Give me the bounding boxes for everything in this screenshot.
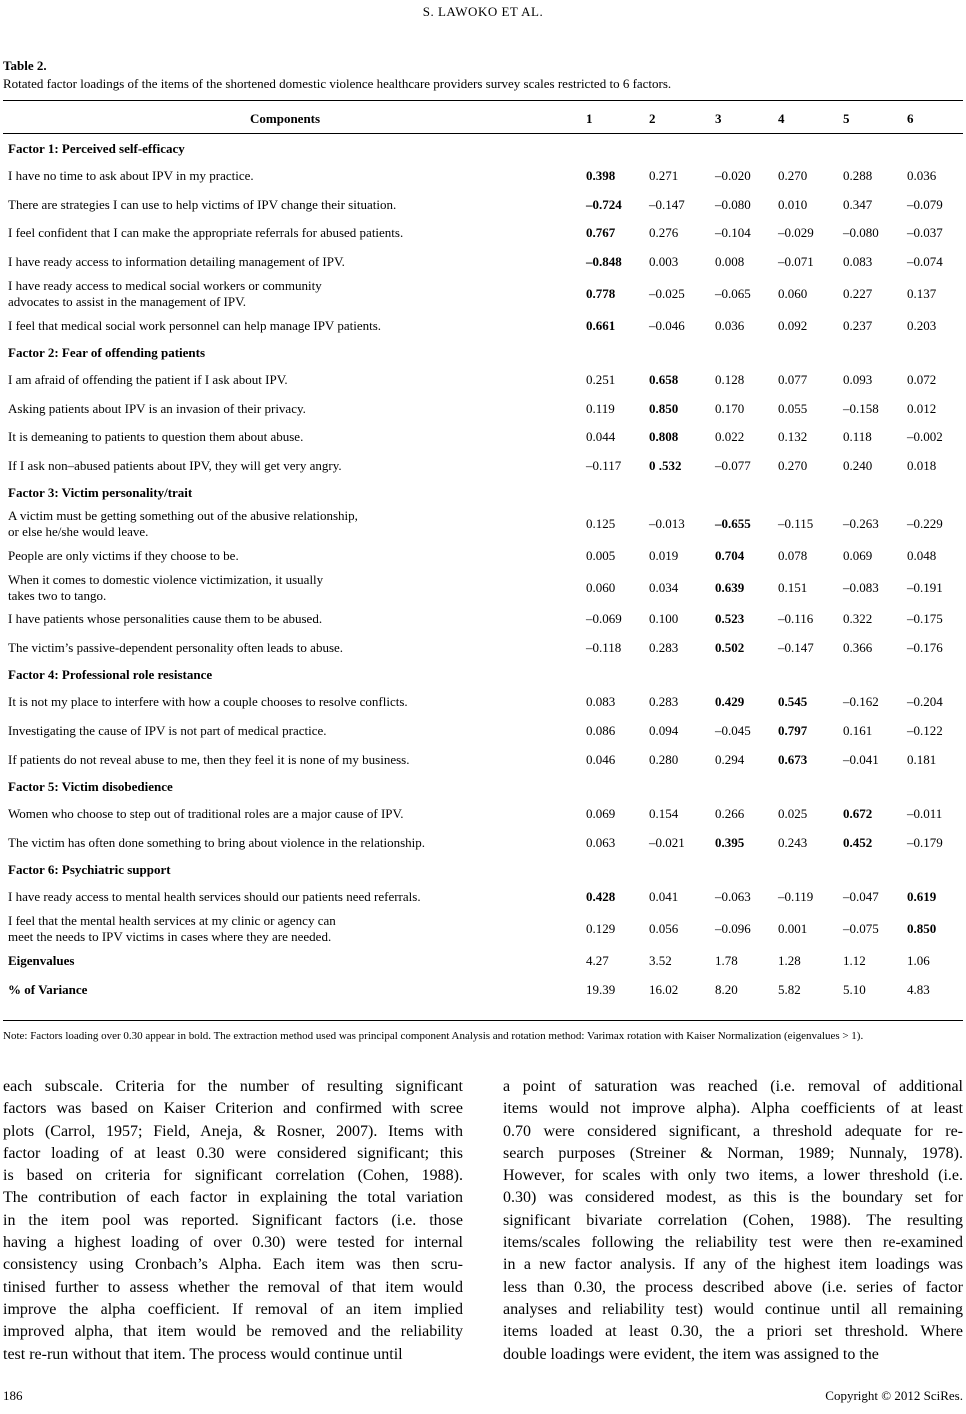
loading-cell-3: –0.065 — [715, 285, 751, 301]
loading-cell-6: 1.06 — [907, 953, 930, 969]
loading-cell-6: 0.018 — [907, 458, 937, 474]
loading-cell-1: 0.119 — [586, 400, 615, 416]
loading-cell-3: 0.294 — [715, 751, 745, 767]
item-text — [8, 572, 578, 604]
table-row — [0, 745, 966, 774]
loading-cell-3: 0.395 — [715, 834, 745, 850]
item-text-line: I have ready access to medical social workers or community — [8, 277, 322, 293]
loading-cell-5: 0.672 — [843, 806, 873, 822]
loading-cell-2: 0.808 — [649, 429, 679, 445]
body-text-line: in a new factor analysis. If any of the highest item loadings was — [503, 1256, 963, 1274]
item-text-line: meet the needs to IPV victims in cases where they are needed. — [8, 929, 332, 945]
loading-cell-3: 8.20 — [715, 981, 738, 997]
loading-cell-4: 0.797 — [778, 723, 808, 739]
loading-cell-2: 0.034 — [649, 579, 679, 595]
loading-cell-3: –0.045 — [715, 723, 751, 739]
loading-cell-6: –0.191 — [907, 579, 943, 595]
item-text-line: A victim must be getting something out of the abusive relationship, — [8, 507, 358, 523]
loading-cell-5: 0.227 — [843, 285, 873, 301]
table-bottom-rule — [3, 1020, 963, 1021]
table-row — [0, 912, 966, 947]
item-text-line: Women who choose to step out of traditional roles are a major cause of IPV. — [8, 806, 404, 822]
item-text — [8, 548, 578, 564]
loading-cell-6: 0.036 — [907, 168, 937, 184]
table-row — [0, 541, 966, 570]
factor-label: Factor 2: Fear of offending patients — [8, 345, 206, 360]
body-text-line: consistency using Cronbach’s Alpha. Each item was then scru- — [3, 1256, 463, 1274]
loading-cell-2: 0 .532 — [649, 458, 682, 474]
factor-heading-row — [0, 662, 966, 688]
summary-row — [0, 947, 966, 976]
factor-label: Factor 6: Psychiatric support — [8, 862, 171, 878]
loading-cell-6: –0.002 — [907, 429, 943, 445]
loading-cell-1: –0.117 — [586, 458, 622, 474]
body-text-line: search purposes (Streiner & Norman, 1989; Nunnaly, 1978). — [503, 1144, 963, 1162]
column-header-1: 1 — [586, 111, 593, 126]
body-text-right-column — [503, 1076, 963, 1366]
loading-cell-6: –0.175 — [907, 611, 943, 627]
loading-cell-5: –0.041 — [843, 751, 879, 767]
loading-cell-2: 0.003 — [649, 254, 679, 270]
loading-cell-3: 0.429 — [715, 694, 745, 710]
item-text-line: The victim has often done something to bring about violence in the relationship. — [8, 834, 425, 850]
column-header-5: 5 — [843, 111, 850, 126]
loading-cell-5: 0.347 — [843, 196, 873, 212]
factor-heading-row — [0, 480, 966, 506]
loading-cell-1: 4.27 — [586, 953, 609, 969]
item-text — [8, 694, 578, 710]
loading-cell-4: 0.001 — [778, 921, 808, 937]
loading-cell-5: 0.069 — [843, 547, 873, 563]
item-text-line: The victim’s passive-dependent personality often leads to abuse. — [8, 639, 344, 655]
loading-cell-4: –0.119 — [778, 889, 814, 905]
loading-cell-6: 0.012 — [907, 400, 937, 416]
loading-cell-3: 0.502 — [715, 639, 745, 655]
loading-cell-1: 0.083 — [586, 694, 616, 710]
loading-cell-2: –0.046 — [649, 317, 685, 333]
loading-cell-6: –0.179 — [907, 834, 943, 850]
loading-cell-3: 0.639 — [715, 579, 745, 595]
loading-cell-2: 0.280 — [649, 751, 679, 767]
loading-cell-5: 0.118 — [843, 429, 872, 445]
item-text — [8, 640, 578, 656]
loading-cell-6: –0.229 — [907, 515, 943, 531]
loading-cell-3: –0.020 — [715, 168, 751, 184]
body-text-line: items/scales following the reliability test were then re-examined — [503, 1234, 963, 1252]
table-row — [0, 883, 966, 912]
loading-cell-4: 0.545 — [778, 694, 808, 710]
factor-label: Factor 5: Victim disobedience — [8, 779, 173, 794]
loading-cell-4: 0.673 — [778, 751, 808, 767]
loading-cell-2: –0.147 — [649, 196, 685, 212]
item-text-line: People are only victims if they choose to be. — [8, 547, 239, 563]
loading-cell-4: 0.132 — [778, 429, 808, 445]
loading-cell-2: 16.02 — [649, 981, 679, 997]
loading-cell-4: –0.116 — [778, 611, 814, 627]
loading-cell-6: 4.83 — [907, 981, 930, 997]
loading-cell-1: 0.129 — [586, 921, 616, 937]
table-row — [0, 423, 966, 452]
table-row — [0, 717, 966, 746]
item-text — [8, 429, 578, 445]
loading-cell-1: 0.778 — [586, 285, 616, 301]
item-text-line: Asking patients about IPV is an invasion of their privacy. — [8, 400, 306, 416]
loading-cell-6: 0.072 — [907, 372, 937, 388]
loading-cell-1: 0.398 — [586, 168, 616, 184]
loading-cell-3: 0.128 — [715, 372, 745, 388]
loading-cell-4: 0.270 — [778, 168, 808, 184]
loading-cell-6: 0.048 — [907, 547, 937, 563]
body-text-line: less than 0.30, the process described above (i.e. series of factor — [503, 1278, 963, 1296]
loading-cell-3: 0.008 — [715, 254, 745, 270]
column-header-6: 6 — [907, 111, 914, 126]
table-row — [0, 605, 966, 634]
item-text-line: I feel that the mental health services at my clinic or agency can — [8, 913, 336, 929]
loading-cell-4: 0.270 — [778, 458, 808, 474]
factor-heading-row — [0, 857, 966, 883]
loading-cell-4: 0.025 — [778, 806, 808, 822]
loading-cell-6: –0.074 — [907, 254, 943, 270]
loading-cell-5: –0.263 — [843, 515, 879, 531]
loading-cell-1: 0.125 — [586, 515, 616, 531]
column-header-4: 4 — [778, 111, 785, 126]
loading-cell-2: 0.100 — [649, 611, 679, 627]
loading-cell-5: 1.12 — [843, 953, 866, 969]
table-row — [0, 506, 966, 541]
loading-cell-5: 0.288 — [843, 168, 873, 184]
body-text-line: test re-run without that item. The process would continue until — [3, 1345, 403, 1363]
body-text-line: double loadings were evident, the item was assigned to the — [503, 1345, 879, 1363]
loading-cell-2: 0.850 — [649, 400, 679, 416]
loading-cell-6: –0.122 — [907, 723, 943, 739]
loading-cell-4: 0.077 — [778, 372, 808, 388]
item-text-line: I have ready access to mental health services should our patients need referrals. — [8, 889, 421, 905]
components-header: Components — [250, 111, 321, 126]
item-text-line: It is demeaning to patients to question them about abuse. — [8, 429, 304, 445]
table-row — [0, 191, 966, 220]
loading-cell-4: –0.147 — [778, 639, 814, 655]
table-row — [0, 248, 966, 277]
loading-cell-1: 0.060 — [586, 579, 616, 595]
body-text-line: plots (Carrol, 1957; Field, Aneja, & Rosner, 2007). Items with — [3, 1122, 463, 1140]
factor-heading-row — [0, 774, 966, 800]
item-text-line: takes two to tango. — [8, 587, 107, 603]
body-text-line: factors was based on Kaiser Criterion and confirmed with scree — [3, 1100, 463, 1118]
table-caption — [3, 57, 671, 93]
loading-cell-3: –0.096 — [715, 921, 751, 937]
item-text — [8, 254, 578, 270]
table-row — [0, 452, 966, 481]
body-text-line: having a highest loading of over 0.30) were tested for internal — [3, 1234, 463, 1252]
item-text-line: I am afraid of offending the patient if I ask about IPV. — [8, 372, 288, 388]
loading-cell-4: 0.092 — [778, 317, 808, 333]
body-text-line: analyses and reliability test) would continue until all remaining — [503, 1300, 963, 1318]
loading-cell-4: 0.078 — [778, 547, 808, 563]
running-head: S. LAWOKO ET AL. — [422, 4, 544, 19]
item-text-line: or else he/she would leave. — [8, 523, 149, 539]
table-row — [0, 800, 966, 829]
loading-cell-2: 0.154 — [649, 806, 679, 822]
loading-cell-3: 0.022 — [715, 429, 745, 445]
item-text — [8, 401, 578, 417]
body-text-line: However, for scales with only two items, a lower threshold (i.e. — [503, 1167, 963, 1185]
loading-cell-2: 0.658 — [649, 372, 679, 388]
loading-cell-4: –0.071 — [778, 254, 814, 270]
table-row — [0, 219, 966, 248]
item-text — [8, 168, 578, 184]
body-text-line: in the item pool was reported. Significant factors (i.e. those — [3, 1211, 463, 1229]
table-row — [0, 570, 966, 605]
loading-cell-4: 1.28 — [778, 953, 801, 969]
table-caption-text: Rotated factor loadings of the items of the shortened domestic violence healthcare providers survey scales restricted to 6 factors. — [3, 76, 672, 91]
loading-cell-3: –0.104 — [715, 225, 751, 241]
loading-cell-5: 5.10 — [843, 981, 866, 997]
loading-cell-2: –0.021 — [649, 834, 685, 850]
loading-cell-1: –0.848 — [586, 254, 622, 270]
loading-cell-5: 0.237 — [843, 317, 873, 333]
loading-cell-1: 0.046 — [586, 751, 616, 767]
table-label: Table 2. — [3, 58, 47, 73]
factor-heading-row — [0, 136, 966, 162]
loading-cell-3: 0.266 — [715, 806, 745, 822]
item-text — [8, 197, 578, 213]
page-number: 186 — [3, 1388, 23, 1403]
loading-cell-2: 0.041 — [649, 889, 679, 905]
loading-cell-2: 0.094 — [649, 723, 679, 739]
loading-cell-6: 0.850 — [907, 921, 937, 937]
body-text-line: improved alpha, that item would be removed and the reliability — [3, 1323, 463, 1341]
loading-cell-2: 0.056 — [649, 921, 679, 937]
item-text — [8, 278, 578, 310]
loading-cell-3: –0.063 — [715, 889, 751, 905]
loading-cell-3: 0.704 — [715, 547, 745, 563]
summary-label: % of Variance — [8, 981, 88, 997]
item-text — [8, 723, 578, 739]
loading-cell-5: 0.161 — [843, 723, 873, 739]
loading-cell-2: –0.025 — [649, 285, 685, 301]
loading-cell-1: 0.044 — [586, 429, 616, 445]
loading-cell-6: 0.181 — [907, 751, 937, 767]
column-header-2: 2 — [649, 111, 656, 126]
loading-cell-5: 0.083 — [843, 254, 873, 270]
item-text-line: If I ask non–abused patients about IPV, they will get very angry. — [8, 458, 342, 474]
table-row — [0, 366, 966, 395]
loading-cell-6: –0.037 — [907, 225, 943, 241]
item-text — [8, 458, 578, 474]
loading-cell-1: 0.251 — [586, 372, 616, 388]
loading-cell-6: –0.204 — [907, 694, 943, 710]
table-header — [0, 108, 966, 130]
loading-cell-5: –0.047 — [843, 889, 879, 905]
loading-cell-4: 0.010 — [778, 196, 808, 212]
table-row — [0, 276, 966, 311]
loading-cell-3: 0.036 — [715, 317, 745, 333]
loading-cell-4: 0.243 — [778, 834, 808, 850]
body-text-left-column — [3, 1076, 463, 1366]
body-text-line: tinised further to assess whether the removal of that item would — [3, 1278, 463, 1296]
loading-cell-5: –0.083 — [843, 579, 879, 595]
body-text-line: each subscale. Criteria for the number of resulting significant — [3, 1078, 463, 1095]
loading-cell-1: 19.39 — [586, 981, 616, 997]
loading-cell-1: –0.069 — [586, 611, 622, 627]
item-text — [8, 508, 578, 540]
summary-label: Eigenvalues — [8, 953, 75, 969]
factor-heading-row — [0, 340, 966, 366]
item-text — [8, 372, 578, 388]
loading-cell-2: 0.019 — [649, 547, 679, 563]
item-text — [8, 752, 578, 768]
loading-cell-6: 0.619 — [907, 889, 937, 905]
item-text — [8, 889, 578, 905]
item-text — [8, 835, 578, 851]
item-text-line: It is not my place to interfere with how a couple chooses to resolve conflicts. — [8, 694, 408, 710]
loading-cell-4: 0.055 — [778, 400, 808, 416]
body-text-line: factor loading of at least 0.30 were considered significant; this — [3, 1144, 463, 1162]
loading-cell-3: 1.78 — [715, 953, 738, 969]
loading-cell-3: –0.080 — [715, 196, 751, 212]
loading-cell-5: 0.093 — [843, 372, 873, 388]
loading-cell-2: 0.283 — [649, 639, 679, 655]
loading-cell-2: 0.283 — [649, 694, 679, 710]
item-text — [8, 913, 578, 945]
loading-cell-4: 0.060 — [778, 285, 808, 301]
loading-cell-3: 0.523 — [715, 611, 745, 627]
loading-cell-6: –0.079 — [907, 196, 943, 212]
body-text-line: 0.70 were considered significant, a threshold adequate for re- — [503, 1122, 963, 1140]
loading-cell-5: 0.452 — [843, 834, 873, 850]
item-text-line: There are strategies I can use to help victims of IPV change their situation. — [8, 196, 397, 212]
loading-cell-1: –0.724 — [586, 196, 622, 212]
item-text — [8, 611, 578, 627]
table-row — [0, 829, 966, 858]
loading-cell-1: 0.005 — [586, 547, 616, 563]
body-text-line: 0.30) was considered modest, as this is the boundary set for — [503, 1189, 963, 1207]
item-text-line: When it comes to domestic violence victimization, it usually — [8, 571, 324, 587]
body-text-line: significant bivariate correlation (Cohen, 1988). The resulting — [503, 1211, 963, 1229]
body-text-line: improve the alpha coefficient. If removal of an item implied — [3, 1300, 463, 1318]
item-text-line: Investigating the cause of IPV is not part of medical practice. — [8, 723, 327, 739]
loading-cell-1: 0.086 — [586, 723, 616, 739]
loading-cell-5: –0.158 — [843, 400, 879, 416]
item-text-line: I feel confident that I can make the appropriate referrals for abused patients. — [8, 225, 404, 241]
loading-cell-1: 0.063 — [586, 834, 616, 850]
item-text — [8, 318, 578, 334]
item-text-line: advocates to assist in the management of IPV. — [8, 293, 247, 309]
factor-label: Factor 3: Victim personality/trait — [8, 485, 193, 501]
loading-cell-4: 5.82 — [778, 981, 801, 997]
loading-cell-4: –0.029 — [778, 225, 814, 241]
table-header-rule — [3, 133, 963, 134]
table-note: Note: Factors loading over 0.30 appear in bold. The extraction method used was principal component Analysis and rotation method: Varimax rotation with Kaiser Normalization (eigenvalues > 1). — [3, 1030, 864, 1042]
loading-cell-5: –0.162 — [843, 694, 879, 710]
item-text — [8, 806, 578, 822]
loading-cell-6: 0.203 — [907, 317, 937, 333]
loading-cell-1: 0.069 — [586, 806, 616, 822]
loading-cell-5: 0.322 — [843, 611, 873, 627]
table-row — [0, 395, 966, 424]
loading-cell-4: –0.115 — [778, 515, 814, 531]
item-text-line: If patients do not reveal abuse to me, then they feel it is none of my business. — [8, 751, 410, 767]
body-text-line: a point of saturation was reached (i.e. removal of additional — [503, 1078, 963, 1095]
loading-cell-5: –0.080 — [843, 225, 879, 241]
column-header-3: 3 — [715, 111, 722, 126]
loading-cell-1: –0.118 — [586, 639, 622, 655]
loading-cell-2: 0.271 — [649, 168, 679, 184]
item-text — [8, 225, 578, 241]
body-text-line: items loaded at least 0.30, the a priori set threshold. Where — [503, 1323, 963, 1341]
factor-label: Factor 4: Professional role resistance — [8, 667, 213, 683]
loading-cell-6: –0.011 — [907, 806, 943, 822]
loading-cell-5: –0.075 — [843, 921, 879, 937]
loading-cell-1: 0.661 — [586, 317, 616, 333]
item-text-line: I have patients whose personalities cause them to be abused. — [8, 611, 323, 627]
table-row — [0, 162, 966, 191]
item-text-line: I feel that medical social work personnel can help manage IPV patients. — [8, 317, 382, 333]
loading-cell-6: 0.137 — [907, 285, 937, 301]
summary-row — [0, 975, 966, 1004]
table-row — [0, 688, 966, 717]
body-text-line: The contribution of each factor in explaining the total variation — [3, 1189, 463, 1207]
loading-cell-1: 0.767 — [586, 225, 616, 241]
table-row — [0, 634, 966, 663]
item-text-line: I have no time to ask about IPV in my practice. — [8, 168, 254, 184]
loading-cell-3: –0.077 — [715, 458, 751, 474]
loading-cell-4: 0.151 — [778, 579, 808, 595]
loading-cell-5: 0.240 — [843, 458, 873, 474]
body-text-line: items would not improve alpha). Alpha coefficients of at least — [503, 1100, 963, 1118]
item-text-line: I have ready access to information detailing management of IPV. — [8, 254, 345, 270]
loading-cell-2: 3.52 — [649, 953, 672, 969]
table-row — [0, 311, 966, 340]
loading-cell-6: –0.176 — [907, 639, 943, 655]
loading-cell-3: 0.170 — [715, 400, 745, 416]
loading-cell-3: –0.655 — [715, 515, 751, 531]
factor-label: Factor 1: Perceived self-efficacy — [8, 141, 185, 156]
body-text-line: is based on criteria for significant correlation (Cohen, 1988). — [3, 1167, 463, 1185]
table-top-rule — [3, 100, 963, 101]
copyright-notice: Copyright © 2012 SciRes. — [825, 1388, 963, 1403]
loading-cell-5: 0.366 — [843, 639, 873, 655]
loading-cell-1: 0.428 — [586, 889, 616, 905]
loading-cell-2: –0.013 — [649, 515, 685, 531]
loading-cell-2: 0.276 — [649, 225, 679, 241]
